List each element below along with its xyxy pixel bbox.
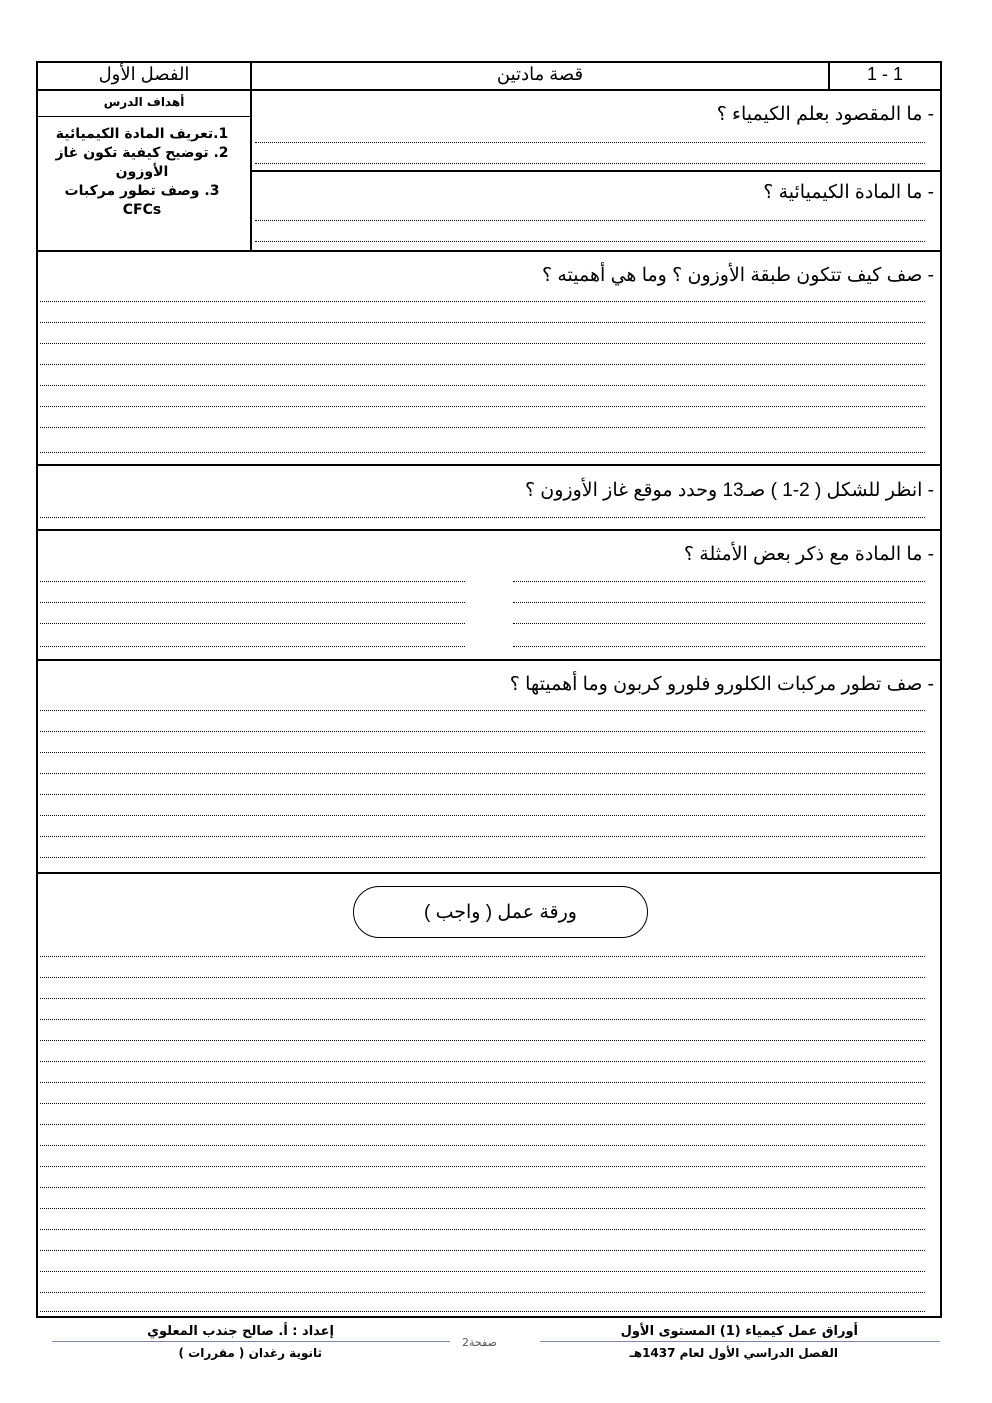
q3-bottom-border — [36, 464, 942, 466]
objectives-heading-underline — [36, 116, 250, 117]
header-divider-left — [250, 61, 252, 251]
homework-line[interactable] — [40, 1166, 925, 1167]
question-1: - ما المقصود بعلم الكيمياء ؟ — [716, 104, 934, 125]
answer-line[interactable] — [255, 142, 925, 143]
answer-line[interactable] — [40, 301, 925, 302]
objective-item-3: 3. وصف تطور مركبات — [64, 183, 220, 199]
answer-line[interactable] — [40, 794, 925, 795]
homework-line[interactable] — [40, 1145, 925, 1146]
answer-line[interactable] — [40, 322, 925, 323]
answer-line[interactable] — [40, 710, 925, 711]
answer-line[interactable] — [40, 731, 925, 732]
answer-line-left[interactable] — [40, 646, 465, 647]
question-3: - صف كيف تتكون طبقة الأوزون ؟ وما هي أهميته ؟ — [542, 265, 934, 286]
homework-line[interactable] — [40, 998, 925, 999]
homework-line[interactable] — [40, 1019, 925, 1020]
answer-line[interactable] — [40, 815, 925, 816]
objectives-heading: أهداف الدرس — [103, 95, 185, 109]
objective-item-2-cont: الأوزون — [115, 164, 169, 180]
homework-badge: ورقة عمل ( واجب ) — [353, 886, 648, 938]
answer-line[interactable] — [40, 385, 925, 386]
homework-line[interactable] — [40, 1229, 925, 1230]
answer-line[interactable] — [40, 773, 925, 774]
homework-line[interactable] — [40, 1040, 925, 1041]
homework-line[interactable] — [40, 1103, 925, 1104]
answer-line-left[interactable] — [40, 602, 465, 603]
q6-bottom-border — [36, 872, 942, 874]
answer-line[interactable] — [40, 517, 925, 518]
objective-item-2: 2. توضيح كيفية تكون غاز — [55, 145, 229, 161]
homework-line[interactable] — [40, 1292, 925, 1293]
q1-bottom-border — [250, 170, 942, 172]
answer-line[interactable] — [255, 163, 925, 164]
homework-line[interactable] — [40, 1271, 925, 1272]
answer-line[interactable] — [255, 220, 925, 221]
answer-line[interactable] — [40, 343, 925, 344]
footer-rule-left — [52, 1341, 450, 1342]
homework-line[interactable] — [40, 1187, 925, 1188]
homework-line[interactable] — [40, 1208, 925, 1209]
question-6: - صف تطور مركبات الكلورو فلورو كربون وما أهميتها ؟ — [509, 674, 934, 695]
lesson-number: 1 - 1 — [866, 64, 904, 84]
answer-line-left[interactable] — [40, 581, 465, 582]
footer-rule-right — [540, 1341, 940, 1342]
top-block-bottom-border — [36, 250, 942, 252]
page-number: صفحة2 — [462, 1336, 497, 1349]
answer-line[interactable] — [40, 427, 925, 428]
chapter-title: الفصل الأول — [98, 64, 190, 84]
homework-line[interactable] — [40, 1061, 925, 1062]
objective-item-3-cont: CFCs — [122, 202, 162, 218]
homework-line[interactable] — [40, 956, 925, 957]
footer-school: ثانوية رغدان ( مقررات ) — [178, 1346, 322, 1360]
answer-line[interactable] — [40, 364, 925, 365]
answer-line[interactable] — [40, 857, 925, 858]
homework-line[interactable] — [40, 977, 925, 978]
homework-line[interactable] — [40, 1124, 925, 1125]
answer-line[interactable] — [40, 752, 925, 753]
objective-item-1: 1.تعريف المادة الكيميائية — [55, 126, 229, 142]
footer-term: الفصل الدراسي الأول لعام 1437هـ — [629, 1346, 838, 1360]
answer-line-right[interactable] — [513, 602, 925, 603]
answer-line-left[interactable] — [40, 623, 465, 624]
header-bottom-border — [36, 89, 942, 91]
answer-line[interactable] — [40, 836, 925, 837]
question-2: - ما المادة الكيميائية ؟ — [763, 182, 934, 203]
footer-prepared-by: إعداد : أ. صالح جندب المعلوي — [147, 1324, 334, 1339]
answer-line-right[interactable] — [513, 581, 925, 582]
answer-line[interactable] — [255, 241, 925, 242]
q5-bottom-border — [36, 659, 942, 661]
answer-line-right[interactable] — [513, 646, 925, 647]
question-5: - ما المادة مع ذكر بعض الأمثلة ؟ — [683, 544, 934, 565]
question-4: - انظر للشكل ( 2-1 ) صـ13 وحدد موقع غاز الأوزون ؟ — [524, 480, 934, 501]
objective-list — [44, 125, 240, 220]
answer-line[interactable] — [40, 452, 925, 453]
answer-line[interactable] — [40, 406, 925, 407]
answer-line-right[interactable] — [513, 623, 925, 624]
homework-line[interactable] — [40, 1082, 925, 1083]
lesson-title: قصة مادتين — [496, 64, 584, 84]
q4-bottom-border — [36, 529, 942, 531]
homework-line[interactable] — [40, 1250, 925, 1251]
footer-worksheet-title: أوراق عمل كيمياء (1) المستوى الأول — [620, 1324, 858, 1339]
homework-line[interactable] — [40, 1311, 925, 1312]
